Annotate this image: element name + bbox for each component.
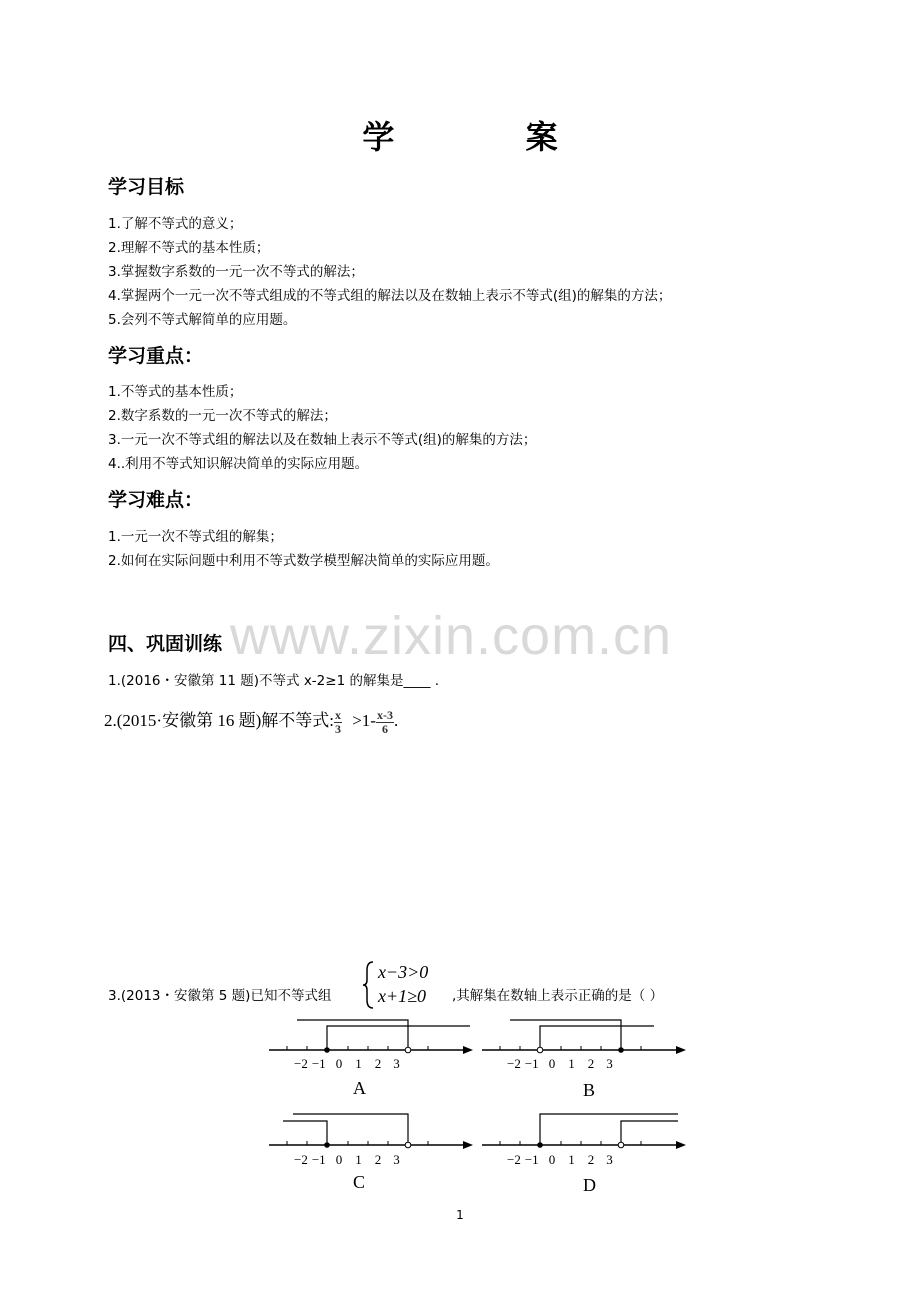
- question-3-prefix: 3.(2013・安徽第 5 题)已知不等式组: [108, 988, 332, 1004]
- fraction-1: [334, 709, 342, 736]
- tick-label: 2: [374, 1152, 382, 1167]
- question-2-suffix: .: [393, 711, 399, 730]
- tick-label: 3: [606, 1152, 613, 1167]
- tick-label: 1: [355, 1152, 362, 1167]
- key-point-item: 2.数字系数的一元一次不等式的解法；: [108, 408, 337, 424]
- fraction-1-denominator: 3: [334, 721, 341, 736]
- question-1: 1.(2016・安徽第 11 题)不等式 x-2≥1 的解集是____ .: [108, 673, 440, 689]
- objective-item: 3.掌握数字系数的一元一次不等式的解法；: [108, 264, 364, 280]
- difficulty-item: 1.一元一次不等式组的解集；: [108, 529, 283, 545]
- tick-label: −1: [311, 1152, 326, 1167]
- tick-label: 3: [606, 1056, 613, 1071]
- tick-label: 3: [393, 1152, 400, 1167]
- tick-label: 2: [587, 1056, 595, 1071]
- page-title: 学 案: [362, 118, 618, 156]
- tick-label: 1: [568, 1152, 575, 1167]
- key-point-item: 3.一元一次不等式组的解法以及在数轴上表示不等式(组)的解集的方法；: [108, 432, 537, 448]
- tick-label: −2: [507, 1056, 521, 1071]
- tick-label: −2: [294, 1152, 308, 1167]
- watermark: www.zixin.com.cn: [230, 606, 673, 666]
- tick-labels-a: [294, 1056, 400, 1072]
- tick-labels-c: [294, 1152, 400, 1168]
- objective-item: 2.理解不等式的基本性质；: [108, 240, 270, 256]
- question-3-suffix: ,其解集在数轴上表示正确的是（ ）: [452, 988, 664, 1004]
- option-label-a: A: [353, 1078, 366, 1098]
- tick-label: 0: [335, 1056, 343, 1071]
- tick-label: 0: [335, 1152, 343, 1167]
- tick-label: 3: [393, 1056, 400, 1071]
- tick-labels-d: [507, 1152, 613, 1168]
- page-number: 1: [456, 1208, 464, 1222]
- practice-heading: 四、巩固训练: [108, 633, 223, 655]
- difficulties-heading: 学习难点：: [108, 489, 204, 511]
- tick-label: −2: [294, 1056, 308, 1071]
- tick-labels-b: [507, 1056, 613, 1072]
- option-label-b: B: [583, 1080, 596, 1100]
- tick-label: 2: [587, 1152, 595, 1167]
- question-2-prefix: 2.(2015·安徽第 16 题)解不等式:: [104, 711, 334, 730]
- objective-item: 5.会列不等式解简单的应用题。: [108, 312, 297, 328]
- question-2: [104, 706, 398, 736]
- key-point-item: 4..利用不等式知识解决简单的实际应用题。: [108, 456, 369, 472]
- key-point-item: 1.不等式的基本性质；: [108, 384, 243, 400]
- tick-label: −1: [311, 1056, 326, 1071]
- option-label-c: C: [353, 1172, 366, 1192]
- tick-label: 2: [374, 1056, 382, 1071]
- fraction-2-denominator: 6: [381, 721, 388, 736]
- difficulty-item: 2.如何在实际问题中利用不等式数学模型解决简单的实际应用题。: [108, 553, 499, 569]
- fraction-1-numerator: x: [334, 707, 341, 722]
- fraction-2: [376, 709, 394, 736]
- system-line-2: x+1≥0: [378, 986, 427, 1006]
- tick-label: −1: [524, 1152, 539, 1167]
- system-brace: [362, 960, 376, 1010]
- objective-item: 4.掌握两个一元一次不等式组成的不等式组的解法以及在数轴上表示不等式(组)的解集的方法；: [108, 288, 672, 304]
- key-points-heading: 学习重点：: [108, 345, 204, 367]
- tick-label: 1: [568, 1056, 575, 1071]
- option-label-d: D: [583, 1175, 596, 1195]
- question-2-middle: >1-: [347, 711, 376, 730]
- tick-label: 0: [548, 1152, 556, 1167]
- tick-label: −2: [507, 1152, 521, 1167]
- fraction-2-numerator: x-3: [376, 707, 393, 722]
- objectives-heading: 学习目标: [108, 176, 185, 198]
- objective-item: 1.了解不等式的意义；: [108, 216, 243, 232]
- tick-label: 0: [548, 1056, 556, 1071]
- tick-label: 1: [355, 1056, 362, 1071]
- tick-label: −1: [524, 1056, 539, 1071]
- system-line-1: x−3>0: [378, 962, 429, 982]
